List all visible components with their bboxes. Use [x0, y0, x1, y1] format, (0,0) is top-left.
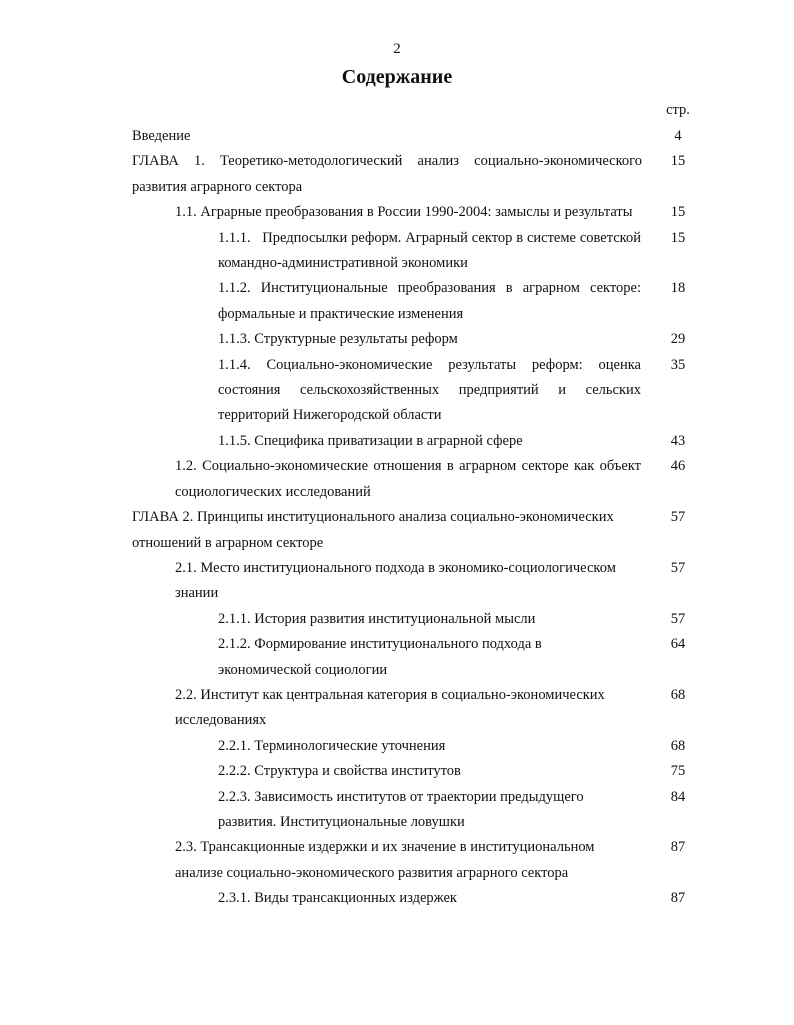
toc-entry-page: 18 [670, 280, 686, 297]
toc-entry [0, 124, 794, 149]
toc-entry-text: ГЛАВА 1. Теоретико-методологический анализ социально-экономического развития аграрного сектора [132, 153, 642, 195]
toc-entry-page: 4 [674, 128, 682, 144]
toc-entry-page: 15 [670, 229, 686, 246]
toc-entry [0, 353, 794, 429]
toc-entry [0, 149, 794, 200]
toc-entry [0, 276, 794, 327]
toc-entry-page: 68 [670, 737, 686, 754]
toc-entry [0, 683, 794, 734]
toc-entry [0, 200, 794, 225]
toc-entry [0, 785, 794, 836]
toc-entry-page: 57 [670, 559, 686, 576]
toc-entry-page: 87 [670, 839, 686, 856]
toc-entry-text: 1.1.2. Институциональные преобразования в аграрном секторе: формальные и практические изменения [218, 280, 641, 322]
toc-entry-text: 2.1.2. Формирование институционального подхода в экономической социологии [218, 636, 542, 678]
toc-entry-text: ГЛАВА 2. Принципы институционального анализа социально-экономических отношений в аграрном секторе [132, 509, 614, 551]
toc-entry-page: 43 [670, 432, 686, 449]
toc-entry-page: 29 [670, 331, 686, 348]
toc-entry-page: 57 [670, 610, 686, 627]
toc-entry [0, 886, 794, 911]
toc-entry-page: 75 [670, 763, 686, 780]
toc-entry-page: 35 [670, 356, 686, 373]
toc-entry-page: 46 [670, 458, 686, 475]
page-title: Содержание [341, 66, 453, 88]
toc-entry-text: 2.2.1. Терминологические уточнения [218, 737, 446, 754]
toc-entry-text: 1.1.4. Социально-экономические результаты реформ: оценка состояния сельскохозяйственных предприятий и сельских территорий Нижегородской области [218, 356, 641, 424]
toc-entry-page: 68 [670, 686, 686, 703]
toc-entry-page: 64 [670, 636, 686, 653]
toc-entry [0, 226, 794, 277]
toc-entry-text: 1.1.3. Структурные результаты реформ [218, 331, 458, 348]
page-number: 2 [393, 41, 401, 57]
toc-entry [0, 632, 794, 683]
toc-entry-text: 2.2. Институт как центральная категория в социально-экономических исследованиях [175, 686, 605, 729]
toc-entry-text: 1.1.5. Специфика приватизации в аграрной сфере [218, 432, 523, 449]
toc-entry-page: 15 [670, 204, 686, 221]
toc-entry [0, 505, 794, 556]
toc-entry [0, 607, 794, 632]
page-column-label: стр. [666, 102, 690, 118]
toc-entry-page: 84 [670, 788, 686, 805]
toc-entry [0, 327, 794, 352]
toc-entry-text: 2.1.1. История развития институциональной мысли [218, 610, 536, 627]
toc-entry-text: 1.2. Социально-экономические отношения в аграрном секторе как объект социологических исследований [175, 458, 641, 500]
toc-entry [0, 734, 794, 759]
toc-entry-text: 2.3.1. Виды трансакционных издержек [218, 890, 457, 907]
toc-entry-text: Введение [132, 128, 191, 144]
table-of-contents [0, 124, 794, 912]
toc-entry [0, 429, 794, 454]
toc-entry-text: 2.3. Трансакционные издержки и их значение в институциональном анализе социально-экономического развития аграрного сектора [175, 839, 595, 881]
toc-entry-text: 1.1. Аграрные преобразования в России 1990-2004: замыслы и результаты [175, 204, 633, 221]
toc-entry [0, 835, 794, 886]
toc-entry-text: 1.1.1. Предпосылки реформ. Аграрный сектор в системе советской командно-административной экономики [218, 229, 641, 272]
toc-entry [0, 759, 794, 784]
toc-entry [0, 556, 794, 607]
toc-entry-page: 15 [670, 153, 686, 170]
toc-entry-text: 2.1. Место институционального подхода в экономико-социологическом знании [175, 559, 616, 602]
toc-entry-text: 2.2.3. Зависимость институтов от траектории предыдущего развития. Институциональные ловушки [218, 788, 584, 830]
toc-entry-page: 87 [670, 890, 686, 907]
toc-entry-text: 2.2.2. Структура и свойства институтов [218, 763, 461, 780]
toc-entry [0, 454, 794, 505]
toc-entry-page: 57 [670, 509, 686, 526]
